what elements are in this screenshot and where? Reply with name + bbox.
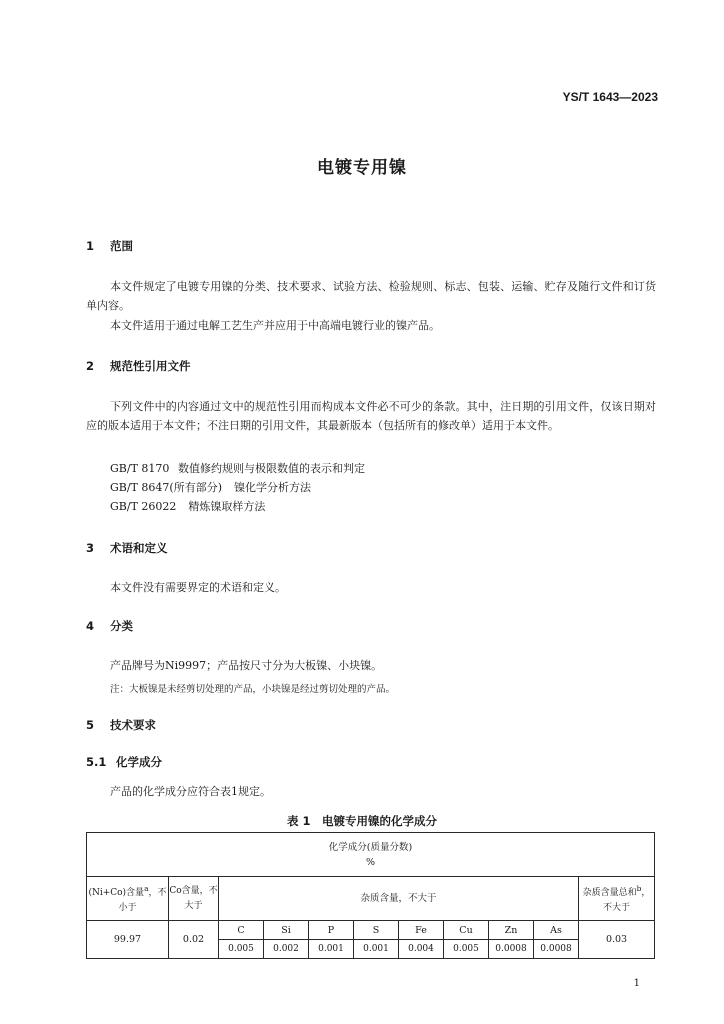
total-impurity-header-cell [579,877,655,921]
value-fe: 0.004 [399,940,444,959]
value-s: 0.001 [354,940,399,959]
document-title: 电镀专用镍 [317,158,407,178]
section-title: 规范性引用文件 [110,359,191,373]
impurity-header-cell: 杂质含量，不大于 [219,877,579,921]
reference-title: 镍化学分析方法 [234,481,311,494]
table-caption: 表 1 电镀专用镍的化学成分 [286,814,437,828]
co-header-cell: Co含量，不大于 [169,877,219,921]
value-p: 0.001 [309,940,354,959]
table-header-row [87,833,655,877]
element-as: As [534,921,579,940]
value-zn: 0.0008 [489,940,534,959]
references-intro: 下列文件中的内容通过文中的规范性引用而构成本文件必不可少的条款。其中，注日期的引用文件，仅该日期对应的版本适用于本文件；不注日期的引用文件，其最新版本（包括所有的修改单）适用于本文件。 [86,400,656,432]
reference-item [110,460,365,476]
element-si: Si [264,921,309,940]
scope-paragraph-2: 本文件适用于通过电解工艺生产并应用于中高端电镀行业的镍产品。 [110,319,440,332]
section-title: 化学成分 [116,755,163,769]
section-title: 术语和定义 [110,541,168,555]
nico-header-label: (Ni+Co)含量 [88,888,145,898]
section-number: 4 [86,619,95,633]
reference-title: 精炼镍取样方法 [188,500,266,513]
footnote-a-marker: a [144,884,149,893]
element-row [87,921,655,940]
element-p: P [309,921,354,940]
reference-item [110,479,311,495]
section-2-heading [86,358,191,374]
composition-header-label: 化学成分(质量分数) [328,841,413,853]
section-title: 技术要求 [110,718,157,732]
element-c: C [219,921,264,940]
table-subheader-row [87,877,655,921]
chemical-composition-table [86,832,655,959]
section-number: 1 [86,239,95,253]
reference-code: GB/T 8647(所有部分) [110,481,222,494]
total-value-cell: 0.03 [579,921,655,959]
section-5-1-heading [86,754,162,770]
reference-code: GB/T 26022 [110,500,177,513]
section-number: 2 [86,359,95,373]
classification-paragraph: 产品牌号为Ni9997；产品按尺寸分为大板镍、小块镍。 [110,659,383,672]
section-number: 3 [86,541,95,555]
section-4-heading [86,618,133,634]
chemical-composition-paragraph: 产品的化学成分应符合表1规定。 [110,785,271,798]
element-fe: Fe [399,921,444,940]
section-5-heading [86,717,156,733]
reference-item [110,498,265,514]
nico-value-cell: 99.97 [87,921,169,959]
nico-header-cell [87,877,169,921]
section-title: 范围 [110,239,134,253]
element-zn: Zn [489,921,534,940]
value-as: 0.0008 [534,940,579,959]
section-3-heading [86,540,168,556]
element-cu: Cu [444,921,489,940]
total-header-tail: ，不大于 [603,888,651,913]
reference-code: GB/T 8170 [110,462,170,475]
section-number: 5 [86,718,95,732]
value-c: 0.005 [219,940,264,959]
standard-code: YS/T 1643—2023 [562,90,658,104]
section-1-heading [86,238,133,254]
co-value-cell: 0.02 [169,921,219,959]
value-cu: 0.005 [444,940,489,959]
total-header-label: 杂质含量总和 [582,888,637,898]
footnote-b-marker: b [636,884,642,893]
nico-header-tail: ，不小于 [118,888,167,913]
terms-paragraph: 本文件没有需要界定的术语和定义。 [110,581,286,594]
composition-header-cell [87,833,655,877]
reference-title: 数值修约规则与极限数值的表示和判定 [178,462,365,475]
classification-note: 注：大板镍是未经剪切处理的产品，小块镍是经过剪切处理的产品。 [110,684,396,695]
section-number: 5.1 [86,755,107,769]
section-title: 分类 [110,619,134,633]
scope-paragraph-1: 本文件规定了电镀专用镍的分类、技术要求、试验方法、检验规则、标志、包装、运输、贮存及随行文件和订货单内容。 [86,280,656,312]
composition-unit: % [366,856,376,868]
value-si: 0.002 [264,940,309,959]
page-number: 1 [633,978,640,989]
element-s: S [354,921,399,940]
